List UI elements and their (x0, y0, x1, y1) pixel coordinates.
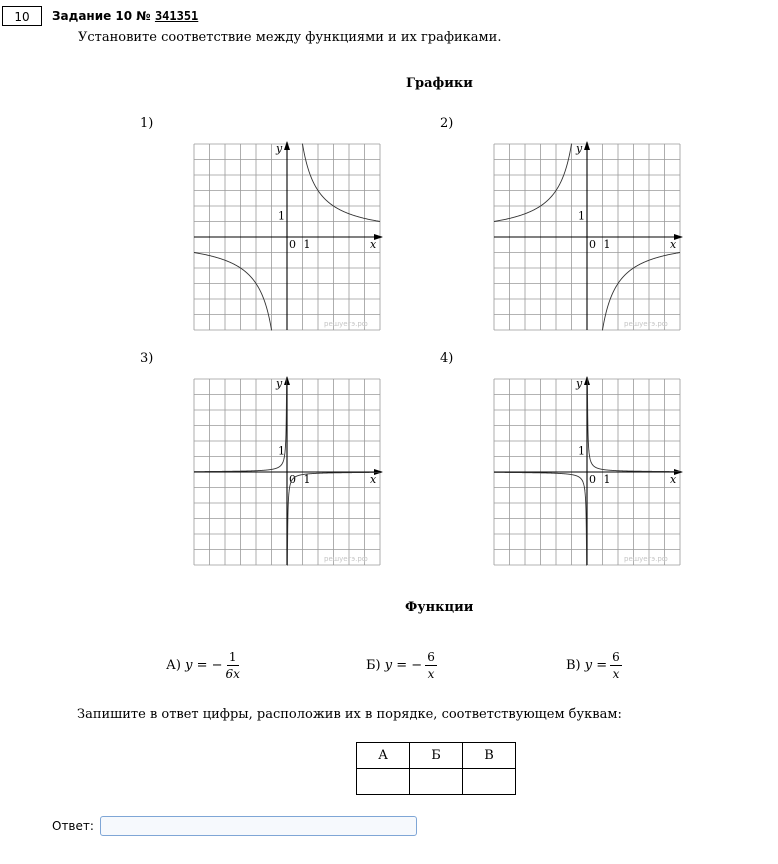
graphs-heading: Графики (406, 76, 473, 91)
task-instruction: Установите соответствие между функциями и их графиками. (78, 30, 502, 45)
y-axis-label: y (276, 377, 283, 390)
x-axis-label: x (670, 473, 677, 486)
function-b (366, 650, 437, 681)
functions-heading: Функции (405, 600, 474, 615)
function-v-lhs: y (584, 658, 593, 673)
y-unit-label: 1 (578, 444, 585, 458)
function-v-denominator: x (612, 667, 620, 681)
watermark: решуегэ.рф (324, 555, 368, 563)
task-title-prefix: Задание 10 № (52, 9, 151, 23)
curve-branch-left (494, 144, 572, 222)
origin-label: 0 (589, 238, 596, 251)
graph-3 (190, 375, 385, 570)
answer-table-cell-b (410, 769, 463, 795)
y-axis-arrow (584, 141, 590, 150)
watermark: решуегэ.рф (624, 555, 668, 563)
function-b-denominator: x (427, 667, 435, 681)
function-b-fraction (425, 650, 437, 681)
function-a-denominator: 6x (225, 667, 240, 681)
answer-instruction: Запишите в ответ цифры, расположив их в порядке, соответствующем буквам: (77, 707, 622, 722)
function-a-lhs: y (185, 658, 193, 673)
function-b-sign: = − (396, 658, 423, 673)
graph-1 (190, 140, 385, 335)
graph-4 (490, 375, 685, 570)
answer-table-header-b: Б (410, 743, 463, 769)
function-v-fraction (610, 650, 622, 681)
task-title (52, 9, 198, 23)
y-axis-label: y (276, 142, 283, 155)
x-axis-label: x (370, 238, 377, 251)
x-unit-label: 1 (303, 473, 311, 486)
graph-4-label: 4) (440, 351, 454, 366)
function-v-numerator: 6 (612, 650, 620, 664)
graph-2 (490, 140, 685, 335)
answer-table-header-a: А (357, 743, 410, 769)
answer-table (356, 742, 516, 795)
function-v (566, 650, 622, 681)
x-unit-label: 1 (603, 238, 611, 251)
function-a (166, 650, 240, 681)
y-axis-label: y (576, 142, 583, 155)
curve-branch-left (194, 253, 272, 331)
function-a-sign: = − (196, 658, 223, 673)
graph-2-label: 2) (440, 116, 454, 131)
x-unit-label: 1 (603, 473, 611, 486)
origin-label: 0 (589, 473, 596, 486)
task-number-box: 10 (2, 6, 42, 26)
answer-table-value-row (357, 769, 516, 795)
x-unit-label: 1 (303, 238, 311, 251)
function-a-letter: А) (166, 658, 181, 673)
function-v-letter: В) (566, 658, 581, 673)
function-b-numerator: 6 (427, 650, 435, 664)
answer-label: Ответ: (52, 819, 94, 833)
y-unit-label: 1 (278, 444, 285, 458)
y-unit-label: 1 (278, 209, 285, 223)
curve-branch-right (302, 144, 380, 222)
function-a-numerator: 1 (228, 650, 237, 664)
graph-3-label: 3) (140, 351, 154, 366)
function-b-lhs: y (384, 658, 393, 673)
function-a-fraction (225, 650, 239, 681)
problem-id-link[interactable]: 341351 (154, 9, 199, 23)
answer-table-cell-a (357, 769, 410, 795)
y-unit-label: 1 (578, 209, 585, 223)
y-axis-label: y (576, 377, 583, 390)
x-axis-label: x (370, 473, 377, 486)
function-v-sign: = (596, 658, 608, 673)
y-axis-arrow (284, 141, 290, 150)
function-b-letter: Б) (366, 658, 381, 673)
answer-input[interactable] (100, 816, 417, 836)
origin-label: 0 (289, 238, 296, 251)
origin-label: 0 (289, 473, 296, 486)
x-axis-label: x (670, 238, 677, 251)
answer-table-header-row (357, 743, 516, 769)
curve-branch-right (602, 253, 680, 331)
watermark: решуегэ.рф (324, 320, 368, 328)
graph-1-label: 1) (140, 116, 154, 131)
answer-table-header-v: В (463, 743, 516, 769)
watermark: решуегэ.рф (624, 320, 668, 328)
answer-table-cell-v (463, 769, 516, 795)
